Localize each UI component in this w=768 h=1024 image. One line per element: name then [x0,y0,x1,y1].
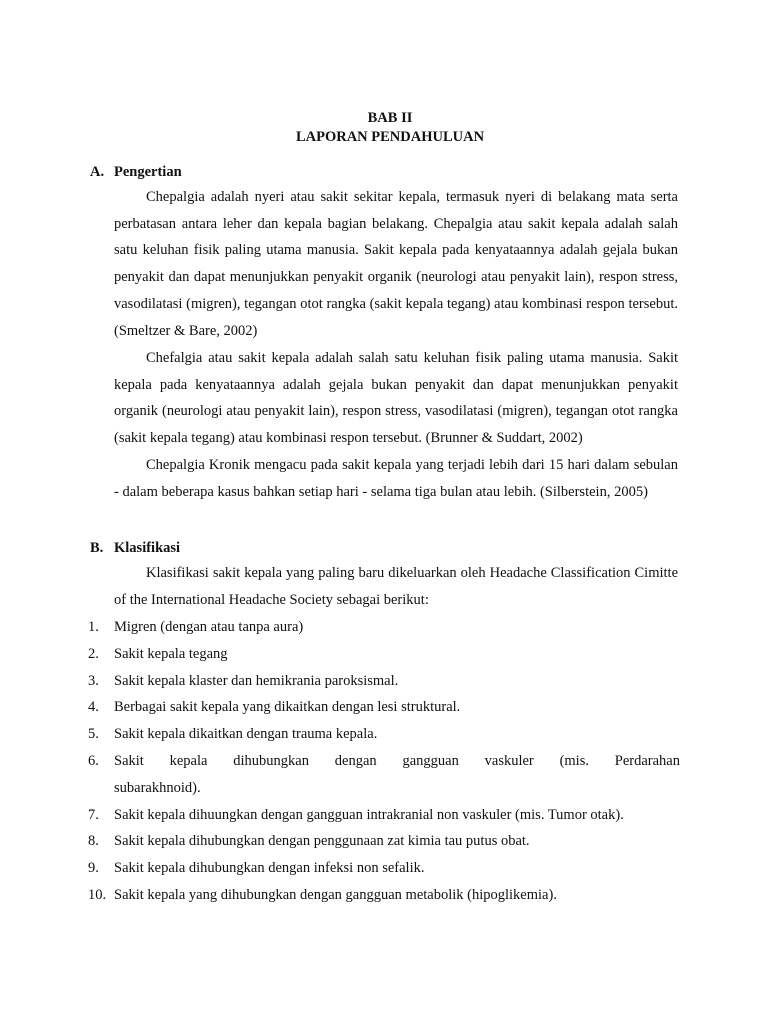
section-b-heading [90,540,180,557]
list-item [88,694,680,721]
list-text: Sakit kepala dihubungkan dengan gangguan vaskuler (mis. Perdarahan [114,752,680,769]
paragraph-pengertian-3: Chepalgia Kronik mengacu pada sakit kepala yang terjadi lebih dari 15 hari dalam sebulan - dalam beberapa kasus bahkan setiap hari - selama tiga bulan atau lebih. (Silberstein, 2005) [114,457,678,500]
list-number: 10. [88,886,107,903]
list-text: Sakit kepala dikaitkan dengan trauma kepala. [114,726,378,743]
classification-list [88,614,680,909]
list-number: 8. [88,833,99,850]
section-b-title: Klasifikasi [114,540,181,556]
list-text: Sakit kepala dihubungkan dengan penggunaan zat kimia tau putus obat. [114,833,530,850]
section-a-title: Pengertian [114,164,182,180]
list-text: Sakit kepala yang dihubungkan dengan gangguan metabolik (hipoglikemia). [114,886,557,903]
section-a-marker: A. [90,164,105,180]
list-item [88,668,680,695]
list-number: 7. [88,806,99,823]
list-number: 2. [88,645,99,662]
list-number: 9. [88,860,99,877]
paragraph-pengertian-1: Chepalgia adalah nyeri atau sakit sekitar kepala, termasuk nyeri di belakang mata serta perbatasan antara leher dan kepala bagian belakang. Chepalgia atau sakit kepala adalah salah satu keluhan fisik paling utama manusia. Sakit kepala pada kenyataannya adalah gejala bukan penyakit dan dapat menunjukkan penyakit organik (neurologi atau penyakit lain), respon stress, vasodilatasi (migren), tegangan otot rangka (sakit kepala tegang) atau kombinasi respon tersebut. (Smeltzer & Bare, 2002) [114,189,678,339]
list-number: 4. [88,699,99,716]
chapter-title: BAB II [367,110,413,126]
list-item [88,882,680,909]
list-item [88,641,680,668]
list-item [88,855,680,882]
list-number: 5. [88,726,99,743]
section-a-heading [90,164,182,181]
list-text: Sakit kepala dihubungkan dengan infeksi non sefalik. [114,860,425,877]
list-item [88,721,680,748]
list-number: 6. [88,752,99,769]
list-text: Sakit kepala dihuungkan dengan gangguan intrakranial non vaskuler (mis. Tumor otak). [114,806,624,823]
list-number: 3. [88,672,99,689]
list-text: Sakit kepala klaster dan hemikrania paroksismal. [114,672,399,689]
list-item [88,802,680,829]
list-text: Migren (dengan atau tanpa aura) [114,619,304,635]
chapter-subtitle: LAPORAN PENDAHULUAN [295,129,485,145]
list-item [88,614,680,641]
list-item [88,748,680,802]
list-text: Sakit kepala tegang [114,645,228,662]
list-item [88,828,680,855]
list-number: 1. [88,619,99,635]
list-text-continuation: subarakhnoid). [114,779,201,796]
paragraph-klasifikasi-intro: Klasifikasi sakit kepala yang paling baru dikeluarkan oleh Headache Classification Cimitte of the International Headache Society sebagai berikut: [114,565,678,608]
paragraph-pengertian-2: Chefalgia atau sakit kepala adalah salah satu keluhan fisik paling utama manusia. Sakit kepala pada kenyataannya adalah gejala bukan penyakit dan dapat menunjukkan penyakit organik (neurologi atau penyakit lain), respon stress, vasodilatasi (migren), tegangan otot rangka (sakit kepala tegang) atau kombinasi respon tersebut. (Brunner & Suddart, 2002) [114,350,678,447]
list-text: Berbagai sakit kepala yang dikaitkan dengan lesi struktural. [114,699,461,716]
section-b-marker: B. [90,540,104,556]
